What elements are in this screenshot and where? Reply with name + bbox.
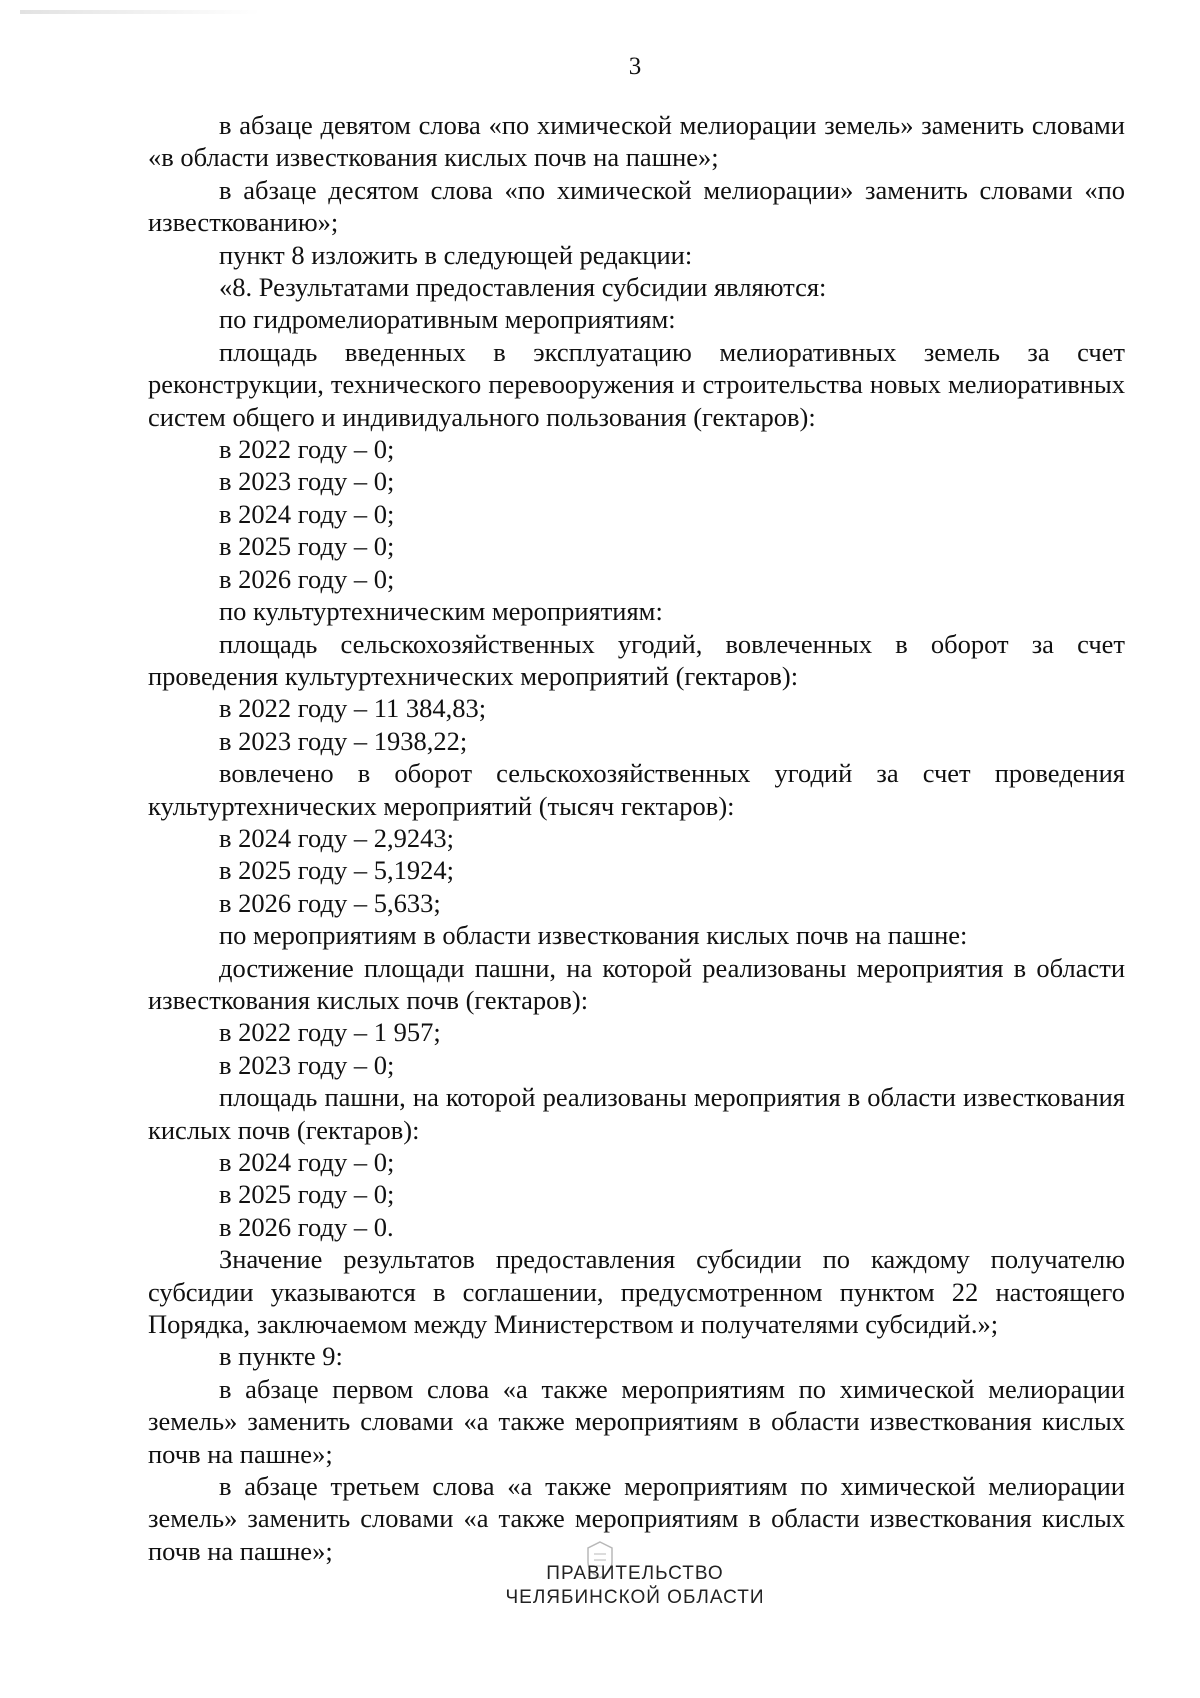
paragraph: в 2025 году – 5,1924;	[219, 855, 454, 886]
paragraph: в 2024 году – 0;	[219, 1147, 395, 1177]
paragraph: в 2024 году – 2,9243;	[219, 822, 454, 853]
paragraph: в 2024 году – 0;	[219, 498, 395, 529]
footer-region-label: ЧЕЛЯБИНСКОЙ ОБЛАСТИ	[505, 1587, 765, 1608]
footer-government-label: ПРАВИТЕЛЬСТВО	[546, 1563, 724, 1584]
paragraph: по культуртехническим мероприятиям:	[219, 596, 663, 627]
paragraph: в 2022 году – 11 384,83;	[219, 693, 487, 724]
paragraph: в абзаце девятом слова «по химической мелиорации земель» заменить словами «в области известкования кислых почв на пашне»;	[148, 110, 1125, 173]
paragraph: по гидромелиоративным мероприятиям:	[219, 304, 676, 335]
document-body	[148, 109, 1125, 1567]
paragraph: Значение результатов предоставления субсидии по каждому получателю субсидии указываются в соглашении, предусмотренном пунктом 22 настоящего Порядка, заключаемом между Министерством и получателями субсидий.»;	[148, 1244, 1125, 1340]
paragraph: в 2026 году – 0.	[219, 1211, 394, 1242]
paragraph: в абзаце десятом слова «по химической мелиорации» заменить словами «по известкованию»;	[148, 174, 1125, 238]
paragraph: в 2026 году – 5,633;	[219, 887, 441, 918]
paragraph: в 2025 году – 0;	[219, 531, 395, 562]
paragraph: вовлечено в оборот сельскохозяйственных угодий за счет проведения культуртехнических мероприятий (тысяч гектаров):	[148, 758, 1125, 821]
paragraph: в абзаце первом слова «а также мероприятиям по химической мелиорации земель» заменить словами «а также мероприятиям в области известкования кислых почв на пашне»;	[148, 1373, 1125, 1469]
paragraph: в 2023 году – 1938,22;	[219, 725, 468, 756]
paragraph: площадь пашни, на которой реализованы мероприятия в области известкования кислых почв (гектаров):	[148, 1082, 1125, 1145]
paragraph: в 2022 году – 0;	[219, 434, 395, 465]
document-footer	[0, 1562, 1200, 1610]
paragraph: достижение площади пашни, на которой реализованы мероприятия в области известкования кислых почв (гектаров):	[148, 952, 1125, 1015]
paragraph: в абзаце третьем слова «а также мероприятиям по химической мелиорации земель» заменить словами «а также мероприятиям в области известкования кислых почв на пашне»;	[148, 1471, 1125, 1566]
paragraph: по мероприятиям в области известкования кислых почв на пашне:	[219, 920, 968, 951]
paragraph: пункт 8 изложить в следующей редакции:	[219, 239, 693, 270]
paragraph: в 2023 году – 0;	[219, 1049, 395, 1080]
paragraph: в 2026 году – 0;	[219, 563, 395, 594]
paragraph: в 2022 году – 1 957;	[219, 1017, 441, 1048]
paragraph: площадь введенных в эксплуатацию мелиоративных земель за счет реконструкции, технического перевооружения и строительства новых мелиоративных систем общего и индивидуального пользования (гектаров):	[148, 336, 1125, 432]
paragraph: в пункте 9:	[219, 1341, 343, 1372]
paragraph: в 2025 году – 0;	[219, 1179, 395, 1210]
paragraph: «8. Результатами предоставления субсидии являются:	[219, 272, 827, 303]
page-number: 3	[628, 53, 642, 80]
scan-artifact	[20, 10, 260, 14]
paragraph: в 2023 году – 0;	[219, 466, 395, 497]
paragraph: площадь сельскохозяйственных угодий, вовлеченных в оборот за счет проведения культуртехнических мероприятий (гектаров):	[148, 628, 1125, 691]
